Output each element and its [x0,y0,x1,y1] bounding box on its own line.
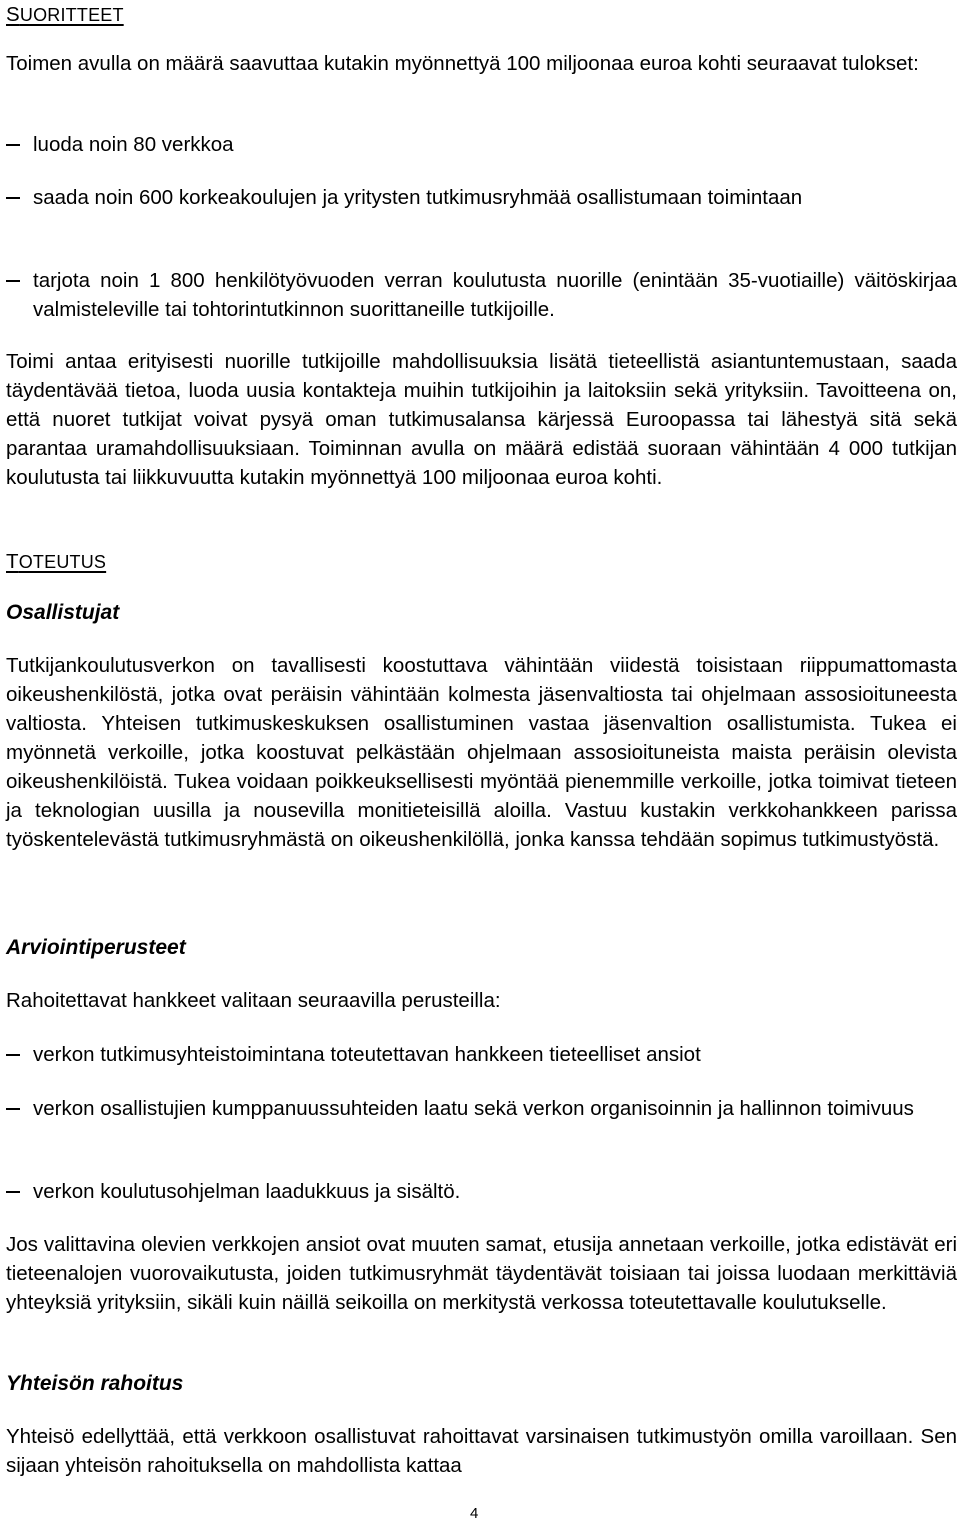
osallistujat-paragraph: Tutkijankoulutusverkon on tavallisesti koostuttava vähintään viidestä toisistaan riippumattomasta oikeushenkilöstä, jotka ovat peräisin vähintään kolmesta jäsenvaltiosta tai ohjelmaan assosioituneesta valtiosta. Yhteisen tutkimuskeskuksen osallistuminen vastaa jäsenvaltion osallistumista. Tukea ei myönnetä verkoille, jotka koostuvat pelkästään ohjelmaan assosioituneista maista peräisin olevista oikeushenkilöistä. Tukea voidaan poikkeuksellisesti myöntää pienemmille verkoille, jotka toimivat tieteen ja teknologian uusilla ja nousevilla monitieteisillä aloilla. Vastuu kustakin verkkohankkeen parissa työskentelevästä tutkimusryhmästä on oikeushenkilöllä, jonka kanssa tehdään sopimus tutkimustyöstä. [6,654,957,851]
dash-bullet-icon [6,280,20,282]
arviointiperusteet-intro: Rahoitettavat hankkeet valitaan seuraavilla perusteilla: [6,989,501,1012]
dash-bullet-icon [6,144,20,146]
dash-bullet-icon [6,1191,20,1193]
dash-bullet-icon [6,1054,20,1056]
dash-bullet-icon [6,197,20,199]
arviointiperusteet-bullet-2: verkon osallistujien kumppanuussuhteiden laatu sekä verkon organisoinnin ja hallinnon toimivuus [6,1094,957,1123]
subheading-osallistujat: Osallistujat [6,601,120,624]
arviointiperusteet-bullet-3: verkon koulutusohjelman laadukkuus ja sisältö. [6,1177,957,1206]
suoritteet-paragraph: Toimi antaa erityisesti nuorille tutkijoille mahdollisuuksia lisätä tieteellistä asiantuntemustaan, saada täydentävää tietoa, luoda uusia kontakteja muihin tutkijoihin ja laitoksiin sekä yrityksiin. Tavoitteena on, että nuoret tutkijat voivat pysyä oman tutkimusalansa kärjessä Euroopassa tai lähestyä sitä sekä parantaa uramahdollisuuksiaan. Toiminnan avulla on määrä edistää suoraan vähintään 4 000 tutkijan koulutusta tai liikkuvuutta kutakin myönnettyä 100 miljoonaa euroa kohti. [6,350,957,489]
page-number: 4 [470,1505,479,1522]
suoritteet-intro: Toimen avulla on määrä saavuttaa kutakin myönnettyä 100 miljoonaa euroa kohti seuraavat tulokset: [6,52,919,75]
yhteison-rahoitus-paragraph: Yhteisö edellyttää, että verkkoon osallistuvat rahoittavat varsinaisen tutkimustyön omilla varoillaan. Sen sijaan yhteisön rahoituksella on mahdollista kattaa [6,1425,957,1477]
suoritteet-bullet-3: tarjota noin 1 800 henkilötyövuoden verran koulutusta nuorille (enintään 35-vuotiaille) väitöskirjaa valmisteleville tai tohtorintutkinnon suorittaneille tutkijoille. [6,266,957,324]
suoritteet-bullet-1: luoda noin 80 verkkoa [6,130,957,159]
suoritteet-bullet-2: saada noin 600 korkeakoulujen ja yritysten tutkimusryhmää osallistumaan toimintaan [6,183,957,212]
arviointiperusteet-bullet-1: verkon tutkimusyhteistoimintana toteutettavan hankkeen tieteelliset ansiot [6,1040,957,1069]
section-heading-suoritteet: SUORITTEET [6,3,124,26]
section-heading-toteutus: TOTEUTUS [6,550,107,573]
subheading-arviointiperusteet: Arviointiperusteet [6,936,186,959]
arviointiperusteet-paragraph: Jos valittavina olevien verkkojen ansiot ovat muuten samat, etusija annetaan verkoille, jotka edistävät eri tieteenalojen vuorovaikutusta, joiden tutkimusryhmät täydentävät toisiaan tai joissa luodaan merkittäviä yhteyksiä yrityksiin, sikäli kuin näillä seikoilla on merkitystä verkossa toteutettavalle koulutukselle. [6,1233,957,1314]
subheading-yhteison-rahoitus: Yhteisön rahoitus [6,1372,184,1395]
dash-bullet-icon [6,1108,20,1110]
